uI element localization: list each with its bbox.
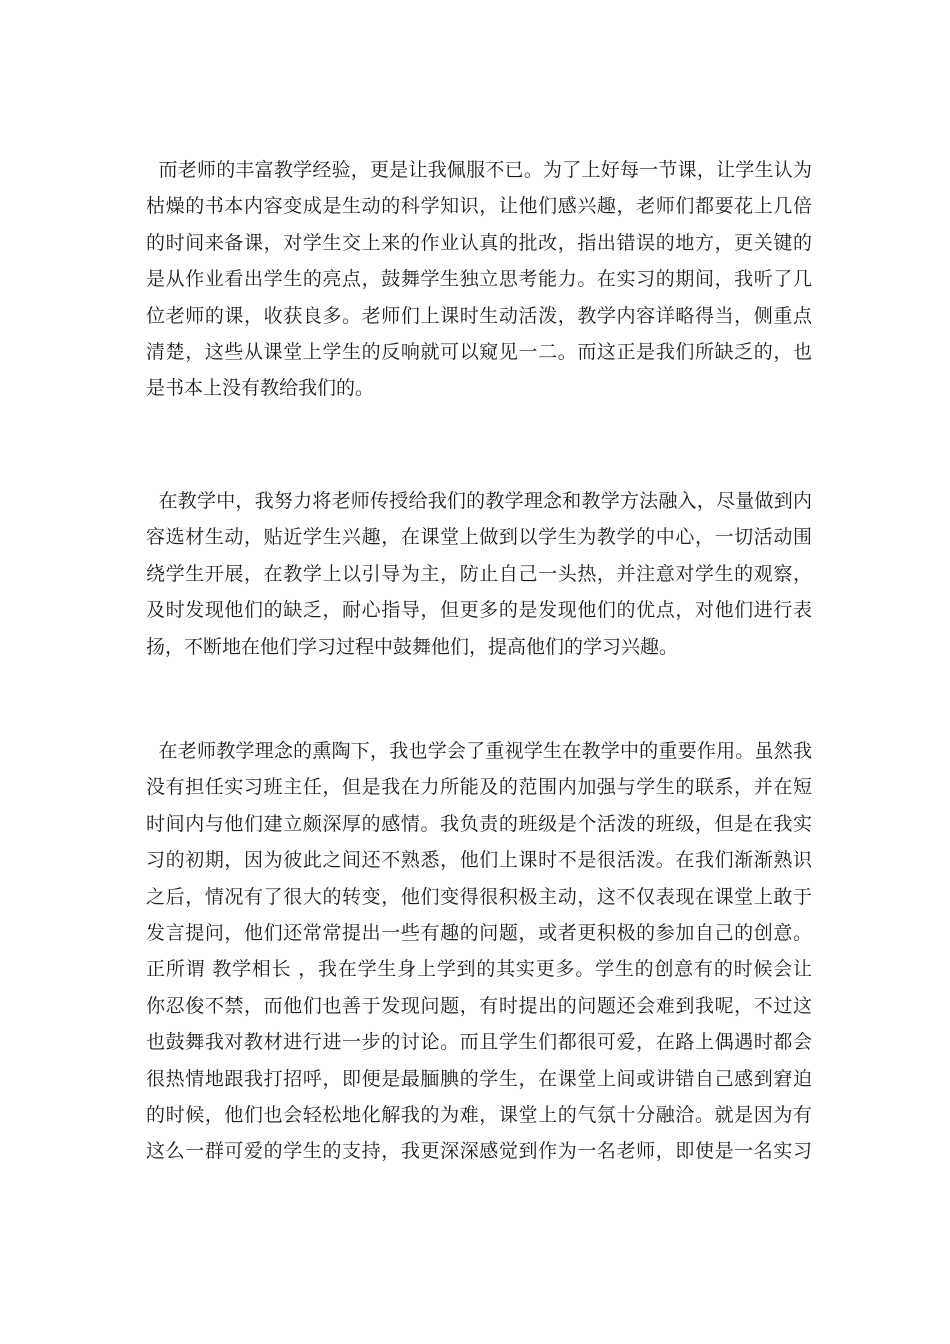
text-line: 没有担任实习班主任，但是我在力所能及的范围内加强与学生的联系，并在短 xyxy=(146,776,812,799)
text-line: 你忍俊不禁，而他们也善于发现问题，有时提出的问题还会难到我呢，不过这 xyxy=(146,994,812,1017)
paragraph-teaching-practice xyxy=(146,483,812,665)
text-line: 时间内与他们建立颇深厚的感情。我负责的班级是个活泼的班级，但是在我实 xyxy=(146,812,812,835)
text-line: 习的初期，因为彼此之间还不熟悉，他们上课时不是很活泼。在我们渐渐熟识 xyxy=(146,849,812,872)
text-line: 很热情地跟我打招呼，即便是最腼腆的学生，在课堂上间或讲错自己感到窘迫 xyxy=(146,1067,812,1090)
text-line: 也鼓舞我对教材进行进一步的讨论。而且学生们都很可爱，在路上偶遇时都会 xyxy=(146,1031,812,1054)
paragraph-teacher-experience xyxy=(146,152,812,407)
text-line: 清楚，这些从课堂上学生的反响就可以窥见一二。而这正是我们所缺乏的，也 xyxy=(146,341,812,364)
text-line: 容选材生动，贴近学生兴趣，在课堂上做到以学生为教学的中心，一切活动围 xyxy=(146,526,812,549)
text-line: 及时发现他们的缺乏，耐心指导，但更多的是发现他们的优点，对他们进行表 xyxy=(146,599,812,622)
text-line: 扬，不断地在他们学习过程中鼓舞他们，提高他们的学习兴趣。 xyxy=(146,635,679,658)
text-line: 正所谓 教学相长 ，我在学生身上学到的其实更多。学生的创意有的时候会让 xyxy=(146,958,812,981)
text-line: 的时候，他们也会轻松地化解我的为难，课堂上的气氛十分融洽。就是因为有 xyxy=(146,1104,812,1127)
text-line: 发言提问，他们还常常提出一些有趣的问题，或者更积极的参加自己的创意。 xyxy=(146,922,812,945)
text-line: 在教学中，我努力将老师传授给我们的教学理念和教学方法融入，尽量做到内 xyxy=(146,490,812,512)
text-line: 之后，情况有了很大的转变，他们变得很积极主动，这不仅表现在课堂上敢于 xyxy=(146,885,812,908)
text-line: 在老师教学理念的熏陶下，我也学会了重视学生在教学中的重要作用。虽然我 xyxy=(146,740,812,762)
paragraph-student-relationship xyxy=(146,733,812,1170)
text-line: 位老师的课，收获良多。老师们上课时生动活泼，教学内容详略得当，侧重点 xyxy=(146,304,812,327)
text-line: 是书本上没有教给我们的。 xyxy=(146,377,375,400)
text-line: 而老师的丰富教学经验，更是让我佩服不已。为了上好每一节课，让学生认为 xyxy=(146,159,812,181)
text-line: 绕学生开展，在教学上以引导为主，防止自己一头热，并注意对学生的观察， xyxy=(146,562,812,585)
text-line: 这么一群可爱的学生的支持，我更深深感觉到作为一名老师，即使是一名实习 xyxy=(146,1140,812,1163)
text-line: 枯燥的书本内容变成是生动的科学知识，让他们感兴趣，老师们都要花上几倍 xyxy=(146,195,812,218)
text-line: 的时间来备课，对学生交上来的作业认真的批改，指出错误的地方，更关键的 xyxy=(146,231,812,254)
text-line: 是从作业看出学生的亮点，鼓舞学生独立思考能力。在实习的期间，我听了几 xyxy=(146,268,812,291)
